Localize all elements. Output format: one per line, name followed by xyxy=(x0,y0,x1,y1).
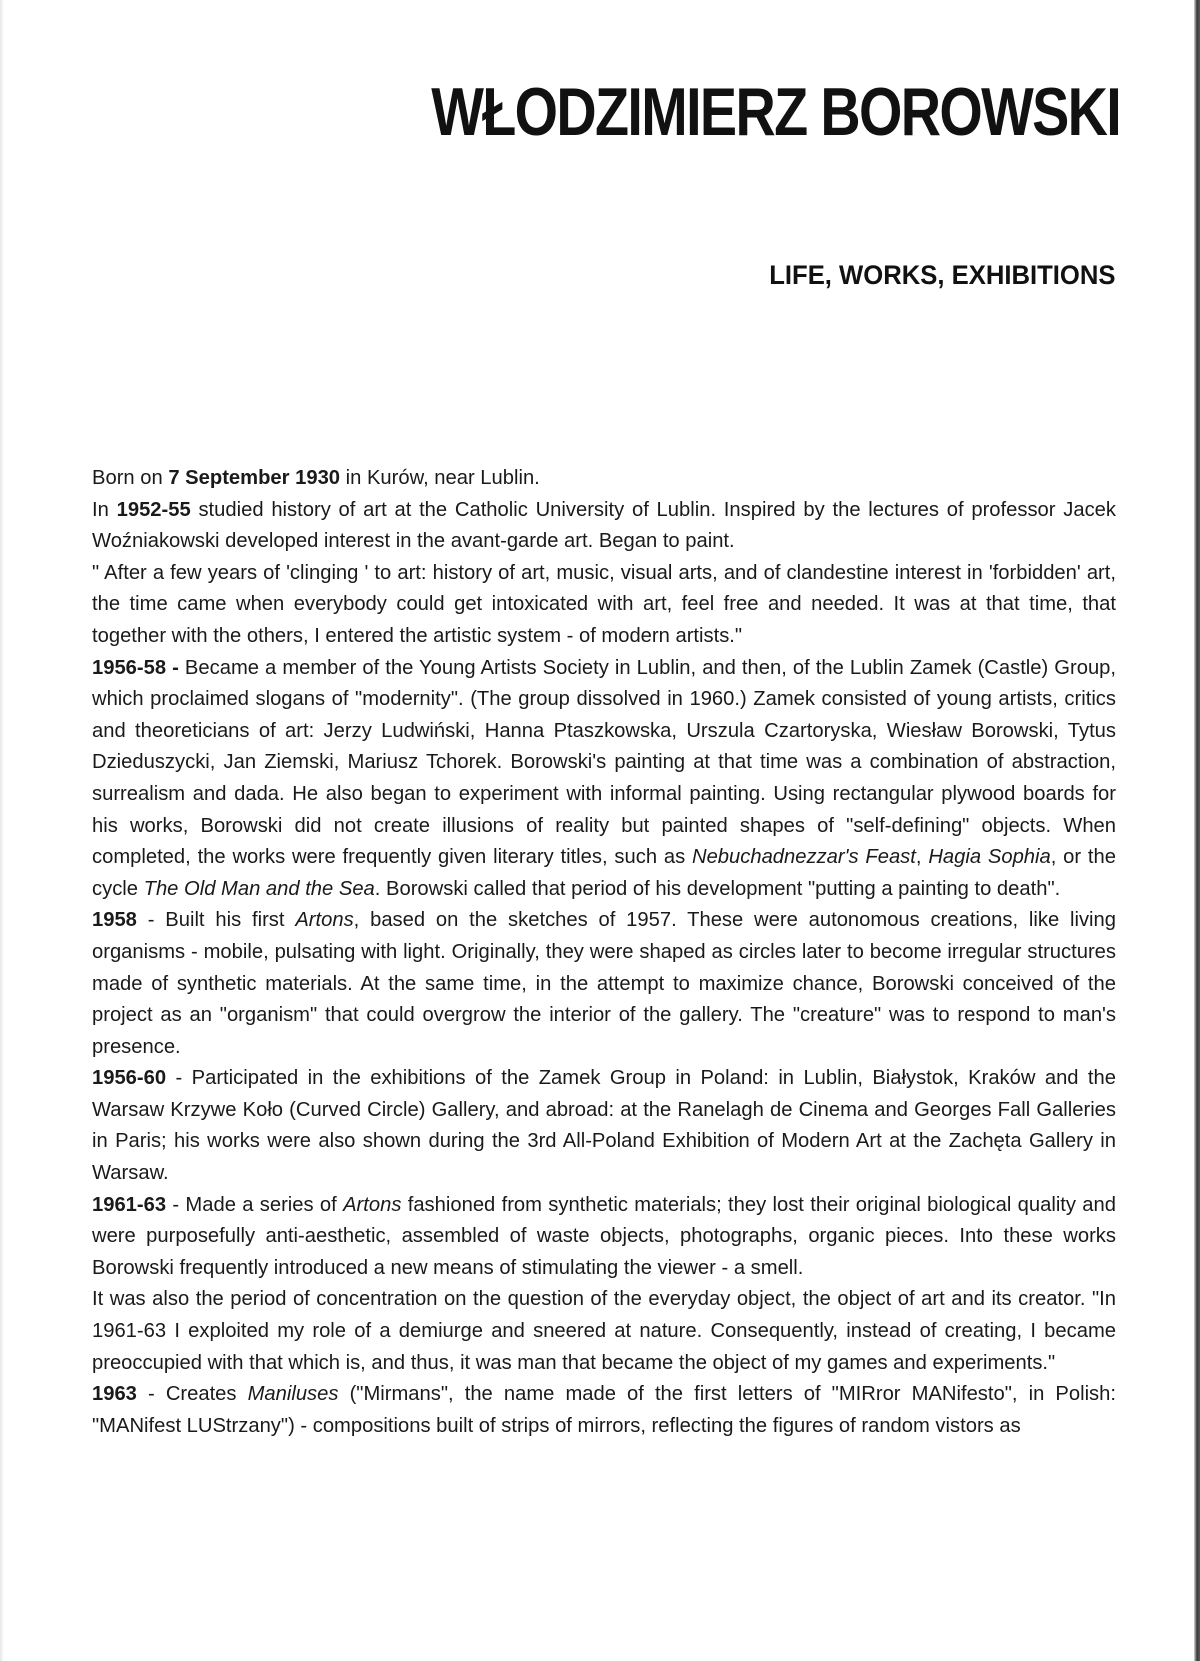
scan-edge-right xyxy=(1194,0,1200,1661)
bio-born: Born on 7 September 1930 in Kurów, near Lublin. xyxy=(92,467,540,489)
page-title: WŁODZIMIERZ BOROWSKI xyxy=(431,74,1120,150)
bio-entry-1961-63-continued: It was also the period of concentration on the question of the everyday object, the object of art and its creator. "In 1961-63 I exploited my role of a demiurge and sneered at nature. Consequently, instead of creating, I became preoccupied with that which is, and thus, it was man that became the object of my games and experiments." xyxy=(92,1288,1116,1374)
year-label: 1956-58 - xyxy=(92,656,179,679)
biography-text xyxy=(92,463,1116,1442)
bio-entry-1961-63: 1961-63 - Made a series of Artons fashioned from synthetic materials; they lost their original biological quality and were purposefully anti-aesthetic, assembled of waste objects, photographs, organic pieces. Into these works Borowski frequently introduced a new means of stimulating the viewer - a smell. xyxy=(92,1193,1116,1279)
work-title: Hagia Sophia xyxy=(928,846,1051,869)
work-title: Maniluses xyxy=(247,1383,339,1406)
year-label: 1958 xyxy=(92,909,137,932)
year-label: 1961-63 xyxy=(92,1193,167,1216)
scan-edge-left xyxy=(0,0,4,1661)
bio-entry-1956-60: 1956-60 - Participated in the exhibitions of the Zamek Group in Poland: in Lublin, Białystok, Kraków and the Warsaw Krzywe Koło (Curved Circle) Gallery, and abroad: at the Ranelagh de Cinema and Georges Fall Galleries in Paris; his works were also shown during the 3rd All-Poland Exhibition of Modern Art at the Zachęta Gallery in Warsaw. xyxy=(92,1067,1116,1185)
birth-date: 7 September 1930 xyxy=(168,467,341,489)
year-label: 1956-60 xyxy=(92,1067,167,1090)
work-title: Nebuchadnezzar's Feast xyxy=(692,846,916,869)
work-title: Artons xyxy=(295,909,354,932)
work-title: Artons xyxy=(343,1193,402,1216)
bio-entry-1963: 1963 - Creates Maniluses ("Mirmans", the name made of the first letters of "MIRror MANifesto", in Polish: "MANifest LUStrzany") - compositions built of strips of mirrors, reflecting the figures of random vistors as xyxy=(92,1383,1116,1437)
year-label: 1952-55 xyxy=(116,498,191,521)
bio-studies: In 1952-55 studied history of art at the Catholic University of Lublin. Inspired by the lectures of professor Jacek Woźniakowski developed interest in the avant-garde art. Began to paint. xyxy=(92,498,1116,553)
bio-quote: " After a few years of 'clinging ' to art: history of art, music, visual arts, and of clandestine interest in 'forbidden' art, the time came when everybody could get intoxicated with art, feel free and needed. It was at that time, that together with the others, I entered the artistic system - of modern artists." xyxy=(92,561,1116,647)
year-label: 1963 xyxy=(92,1383,137,1406)
page-subtitle: LIFE, WORKS, EXHIBITIONS xyxy=(769,260,1116,290)
bio-entry-1956-58: 1956-58 - Became a member of the Young Artists Society in Lublin, and then, of the Lublin Zamek (Castle) Group, which proclaimed slogans of "modernity". (The group dissolved in 1960.) Zamek consisted of young artists, critics and theoreticians of art: Jerzy Ludwiński, Hanna Ptaszkowska, Urszula Czartoryska, Wiesław Borowski, Tytus Dzieduszycki, Jan Ziemski, Mariusz Tchorek. Borowski's painting at that time was a combination of abstraction, surrealism and dada. He also began to experiment with informal painting. Using rectangular plywood boards for his works, Borowski did not create illusions of reality but painted shapes of "self-defining" objects. When completed, the works were frequently given literary titles, such as Nebuchadnezzar's Feast, Hagia Sophia, or the cycle The Old Man and the Sea. Borowski called that period of his development "putting a painting to death". xyxy=(92,656,1117,900)
work-title: The Old Man and the Sea xyxy=(143,877,375,900)
bio-entry-1958: 1958 - Built his first Artons, based on the sketches of 1957. These were autonomous creations, like living organisms - mobile, pulsating with light. Originally, they were shaped as circles later to become irregular structures made of synthetic materials. At the same time, in the attempt to maximize chance, Borowski conceived of the project as an "organism" that could overgrow the interior of the gallery. The "creature" was to respond to man's presence. xyxy=(92,909,1116,1058)
